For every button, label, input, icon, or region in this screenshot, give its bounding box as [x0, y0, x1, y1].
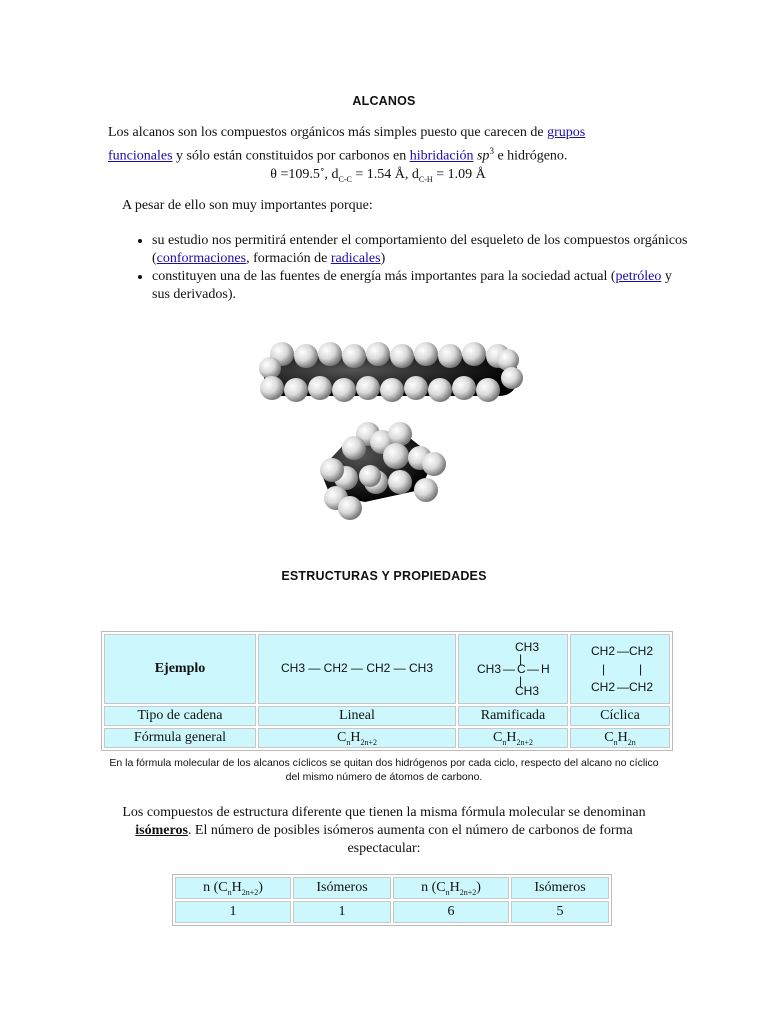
formula-label: Fórmula general	[104, 728, 256, 748]
hydrogen-atom	[260, 376, 284, 400]
table-cell: 6	[393, 901, 509, 923]
table-header: Isómeros	[511, 877, 609, 899]
hydrogen-atom	[320, 458, 344, 482]
hydrogen-atom	[390, 344, 414, 368]
link-conformaciones[interactable]: conformaciones	[156, 251, 247, 266]
page-title: ALCANOS	[352, 94, 416, 108]
hydrogen-atom	[428, 378, 452, 402]
hydrogen-atom	[308, 376, 332, 400]
linear-structure	[258, 634, 456, 704]
isomers-paragraph: Los compuestos de estructura diferente que tienen la misma fórmula molecular se denominan isómeros. El número de posibles isómeros aumenta con el número de carbonos de forma espectacular:	[122, 805, 646, 856]
list-item: • su estudio nos permitirá entender el comportamiento del esqueleto de los compuestos orgánicos (conformaciones, formación de radicales)	[152, 232, 692, 268]
structures-table	[101, 631, 673, 751]
hydrogen-atom	[366, 342, 390, 366]
link-hibridacion[interactable]: hibridación	[409, 148, 474, 164]
hydrogen-atom	[359, 465, 381, 487]
chain-type-branched: Ramificada	[458, 706, 568, 726]
hydrogen-atom	[294, 344, 318, 368]
intro-text-1: Los alcanos son los compuestos orgánicos más simples puesto que carecen de	[108, 125, 548, 140]
table-header: n $(C_nH_{2n+2})$	[175, 877, 291, 899]
hydrogen-atom	[380, 378, 404, 402]
hydrogen-atom	[356, 376, 380, 400]
hydrogen-atom	[438, 344, 462, 368]
hydrogen-atom	[476, 378, 500, 402]
hydrogen-atom	[284, 378, 308, 402]
link-petroleo[interactable]: petróleo	[615, 269, 662, 284]
linear-formula: CH3 — CH2 — CH2 — CH3	[280, 661, 434, 675]
row-header-example: Ejemplo	[104, 634, 256, 704]
intro-text-3: e hidrógeno.	[493, 148, 568, 164]
section-title: ESTRUCTURAS Y PROPIEDADES	[281, 569, 487, 583]
cyclic-structure: CH2 — CH2 | | CH2 — CH2	[570, 634, 670, 704]
formula-linear: $C_nH_{2n+2}$	[258, 728, 456, 748]
table-header: Isómeros	[293, 877, 391, 899]
bond-parameters: θ =109.5˚, $d_{C-C} = 1.54$ Å, $d_{C-H} = 1.09$ Å	[270, 166, 486, 184]
table-caption: En la fórmula molecular de los alcanos cíclicos se quitan dos hidrógenos por cada ciclo, respecto del alcano no cíclico del mismo número de átomos de carbono.	[109, 757, 659, 783]
reasons-list	[108, 232, 692, 304]
hydrogen-atom	[462, 342, 486, 366]
branched-structure: CH3 CH3 — C — H | | CH3	[458, 634, 568, 704]
sp-superscript: 3	[489, 146, 494, 156]
chain-type-linear: Lineal	[258, 706, 456, 726]
hydrogen-atom	[422, 452, 446, 476]
isomeros-term: isómeros	[135, 823, 188, 838]
hydrogen-atom	[404, 376, 428, 400]
intro-paragraph	[108, 124, 648, 188]
chain-type-label: Tipo de cadena	[104, 706, 256, 726]
hydrogen-atom	[452, 376, 476, 400]
isomers-table	[172, 874, 612, 926]
chain-type-cyclic: Cíclica	[570, 706, 670, 726]
intro-text-2: y sólo están constituidos por carbonos en	[172, 148, 410, 164]
hydrogen-atom	[414, 478, 438, 502]
table-header: n $(C_nH_{2n+2})$	[393, 877, 509, 899]
formula-branched: $C_nH_{2n+2}$	[458, 728, 568, 748]
hydrogen-atom	[383, 443, 409, 469]
formula-cyclic: $C_nH_{2n}$	[570, 728, 670, 748]
hydrogen-atom	[332, 378, 356, 402]
hydrogen-atom	[318, 342, 342, 366]
molecule-models	[250, 330, 540, 530]
sp-label: sp	[476, 148, 490, 164]
hydrogen-atom	[338, 496, 362, 520]
list-item: • constituyen una de las fuentes de energía más importantes para la sociedad actual (petróleo y sus derivados).	[152, 268, 692, 304]
table-cell: 1	[175, 901, 291, 923]
hydrogen-atom	[414, 342, 438, 366]
importance-intro: A pesar de ello son muy importantes porque:	[122, 198, 373, 213]
hydrogen-atom	[501, 367, 523, 389]
hydrogen-atom	[388, 422, 412, 446]
linear-alkane-model	[259, 342, 523, 402]
cyclic-alkane-model	[320, 422, 446, 520]
table-cell: 1	[293, 901, 391, 923]
link-grupos-funcionales[interactable]: grupos funcionales	[108, 125, 586, 164]
hydrogen-atom	[388, 470, 412, 494]
hydrogen-atom	[259, 357, 281, 379]
table-cell: 5	[511, 901, 609, 923]
hydrogen-atom	[342, 436, 366, 460]
hydrogen-atom	[342, 344, 366, 368]
link-radicales[interactable]: radicales	[330, 251, 381, 266]
